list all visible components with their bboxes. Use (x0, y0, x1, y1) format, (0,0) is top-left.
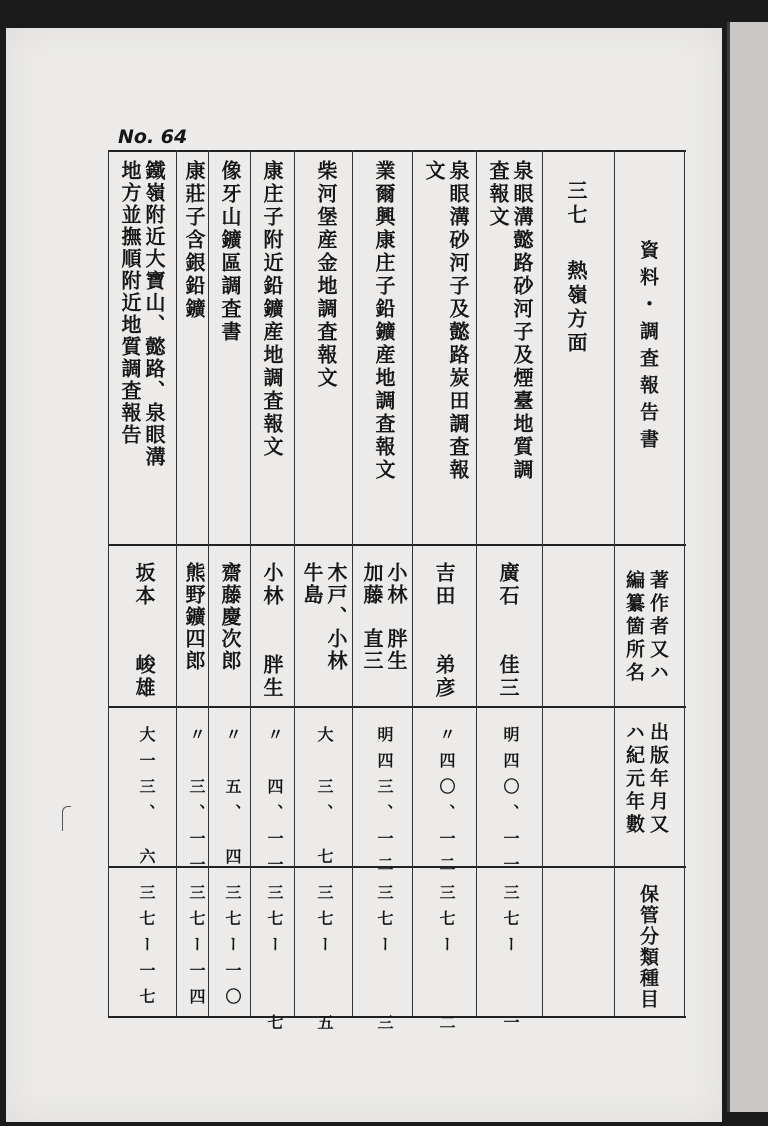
row-3-title: 業爾興康庄子鉛鑛産地調査報文 (372, 160, 396, 482)
row-3-date: 明四三、一二 (375, 726, 394, 882)
row-7-class: 三七ー一四 (187, 884, 206, 1014)
row-2-title: 泉眼溝砂河子及懿路炭田調査報 文 (422, 160, 470, 482)
header-category: 資料・調査報告書 (637, 240, 659, 456)
row-5-title: 康庄子附近鉛鑛産地調査報文 (260, 160, 284, 459)
section-label: 三七 (564, 180, 588, 228)
row-5-author: 小林 胖生 (260, 562, 284, 700)
row-4-author: 木戸、小林 牛島 (300, 562, 348, 672)
section-title: 熱嶺方面 (564, 260, 588, 356)
row-8-date: 大一三、 六 (137, 726, 156, 874)
row-4-date: 大 三、 七 (315, 726, 334, 874)
row-7-author: 熊野鑛四郎 (182, 562, 206, 672)
row-4-class: 三七ー 五 (315, 884, 334, 1040)
row-2-class: 三七ー 二 (437, 884, 456, 1040)
row-8-title: 鐵嶺附近大寶山、懿路、泉眼溝 地方並撫順附近地質調査報告 (118, 160, 166, 468)
row-6-title: 像牙山鑛區調査書 (218, 160, 242, 344)
pencil-mark (62, 806, 71, 831)
header-year: 出版年月又 ハ紀元年數 (623, 722, 669, 837)
adjacent-page-edge (727, 22, 768, 1112)
row-3-author: 小林 胖生 加藤 直三 (360, 562, 408, 672)
row-6-author: 齋藤慶次郎 (218, 562, 242, 672)
row-7-date: 〃 三、一一 (187, 726, 206, 882)
row-2-author: 吉田 弟彦 (432, 562, 456, 700)
row-4-title: 柴河堡産金地調査報文 (314, 160, 338, 390)
row-5-class: 三七ー 七 (265, 884, 284, 1040)
row-1-class: 三七ー 一 (501, 884, 520, 1040)
page-number: No. 64 (118, 126, 188, 148)
row-3-class: 三七ー 三 (375, 884, 394, 1040)
row-8-author: 坂本 峻雄 (132, 562, 156, 700)
row-1-author: 廣石 佳三 (496, 562, 520, 700)
row-6-date: 〃 五、 四 (223, 726, 242, 874)
header-class: 保管分類種目 (637, 884, 659, 1010)
row-1-title: 泉眼溝懿路砂河子及煙臺地質調 査報文 (486, 160, 534, 482)
row-1-date: 明四〇、一一 (501, 726, 520, 882)
row-5-date: 〃 四、一一 (265, 726, 284, 882)
row-6-class: 三七ー一〇 (223, 884, 242, 1014)
header-author: 著作者又ハ 編纂箇所名 (623, 570, 669, 685)
row-7-title: 康莊子含銀鉛鑛 (182, 160, 206, 321)
row-8-class: 三七ー一七 (137, 884, 156, 1014)
row-2-date: 〃四〇、一二 (437, 726, 456, 882)
